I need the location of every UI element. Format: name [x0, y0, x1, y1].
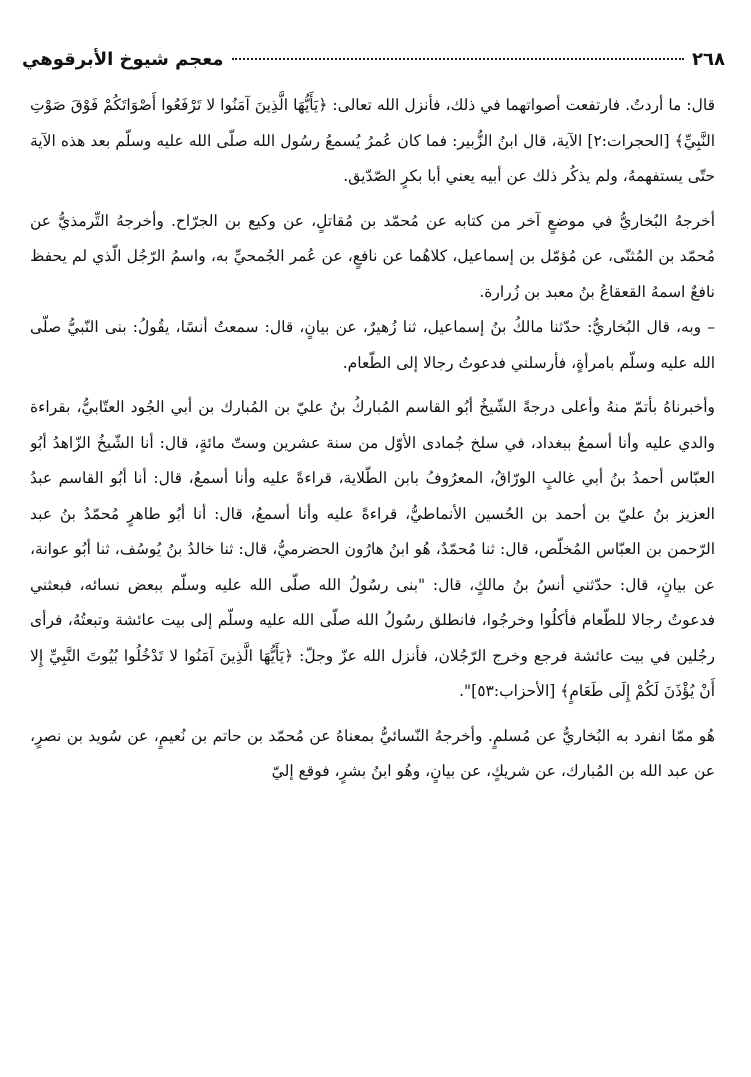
paragraph-1: قال: ما أردتُ. فارتفعت أصواتهما في ذلك، فأنزل الله تعالى: ﴿يَأَيُّهَا الَّذِينَ آمَنُوا لا تَرْفَعُوا أَصْوَاتَكُمْ فَوْقَ صَوْتِ النَّبِيِّ﴾ [الحجرات:٢] الآية، قال ابنُ الزُّبير: فما كان عُمرُ يُسمعُ رسُول الله صلّى الله عليه وسلّم بعد هذه الآية حتّى يستفهمهُ، ولم يذكُر ذلك عن أبيه يعني أبا بكرٍ الصّدّيق. — [30, 96, 715, 185]
running-header — [22, 36, 725, 82]
page-body — [30, 88, 715, 1067]
paragraph-4: وأخبرناهُ بأتمّ منهُ وأعلى درجةً الشّيخُ أبُو القاسم المُباركُ بنُ عليّ بن المُبارك بن أبي الجُود العتّابيُّ، بقراءة والدي عليه وأنا أسمعُ ببغداد، في سلخ جُمادى الأوّل من سنة عشرين وستّ مائةٍ، قال: أنا الشّيخُ الزّاهدُ أبُو العبّاس أحمدُ بنُ أبي غالبٍ الورّاقُ، المعرُوفُ بابن الطّلاية، قراءةً عليه وأنا أسمعُ، قال: أنا أبُو القاسم عبدُ العزيز بنُ عليّ بن أحمد بن الحُسين الأنماطيُّ، قراءةً عليه وأنا أسمعُ، قال: أنا أبُو طاهرٍ مُحمّدُ بنُ عبد الرّحمن بن العبّاس المُخلّص، قال: ثنا مُحمّدٌ، هُو ابنُ هارُون الحضرميُّ، قال: ثنا خالدُ بنُ يُوسُف، ثنا أبُو عوانة، عن بيانٍ، قال: حدّثني أنسُ بنُ مالكٍ، قال: "بنى رسُولُ الله صلّى الله عليه وسلّم ببعض نسائه، فبعثني فدعوتُ رجالا للطّعام فأكلُوا وخرجُوا، فانطلق رسُولُ الله صلّى الله عليه وسلّم إلى بيت عائشة وتبعتُهُ، فرأى رجُلين في بيت عائشة فرجع وخرج الرّجُلان، فأنزل الله عزّ وجلّ: ﴿يَأَيُّهَا الَّذِينَ آمَنُوا لا تَدْخُلُوا بُيُوتَ النَّبِيِّ إِلا أَنْ يُؤْذَنَ لَكُمْ إِلَى طَعَامٍ﴾ [الأحزاب:٥٣]". — [30, 398, 715, 700]
book-title: معجم شيوخ الأبرقوهي — [22, 48, 224, 70]
paragraph-3: – وبه، قال البُخاريُّ: حدّثنا مالكُ بنُ إسماعيل، ثنا زُهيرٌ، عن بيانٍ، قال: سمعتُ أنسًا، يقُولُ: بنى النّبيُّ صلّى الله عليه وسلّم بامرأةٍ، فأرسلني فدعوتُ رجالا إلى الطّعام. — [30, 318, 715, 372]
page-number: ٢٦٨ — [692, 48, 725, 70]
paragraph-5: هُو ممّا انفرد به البُخاريُّ عن مُسلمٍ. وأخرجهُ النّسائيُّ بمعناهُ عن مُحمّد بن حاتم بن نُعيمٍ، عن سُويد بن نصرٍ، عن عبد الله بن المُبارك، عن شريكٍ، عن بيانٍ، وهُو ابنُ بشرٍ، فوقع إليّ — [30, 726, 715, 780]
paragraph-2: أخرجهُ البُخاريُّ في موضعٍ آخر من كتابه عن مُحمّد بن مُقاتلٍ، عن وكيع بن الجرّاح. وأخرجهُ التِّرمذيُّ عن مُحمّد بن المُثنّى، عن مُؤمّل بن إسماعيل، كلاهُما عن نافعٍ، عن عُمر الجُمحيِّ به، واسمُ الرّجُل الّذي لم يحفظ نافعٌ اسمهُ القعقاعُ بنُ معبد بن زُرارة. — [30, 211, 715, 301]
header-dotted-leader — [232, 58, 685, 60]
